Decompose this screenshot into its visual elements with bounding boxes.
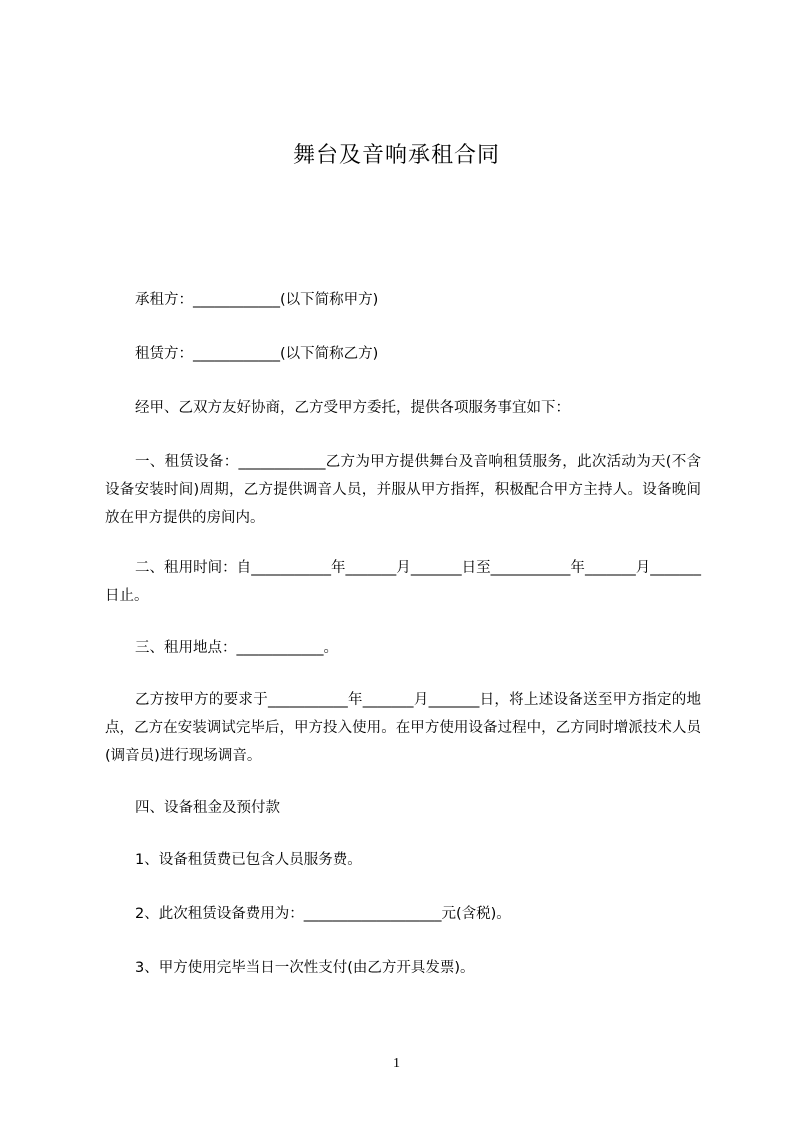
clause-1-equipment: 一、租赁设备：____________乙方为甲方提供舞台及音响租赁服务，此次活动为天(不含设备安装时间)周期，乙方提供调音人员，并服从甲方指挥，积极配合甲方主持人。设备晚间放在甲方提供的房间内。 (105, 454, 701, 526)
fee-item-2: 2、此次租赁设备费用为：___________________元(含税)。 (135, 906, 511, 922)
delivery-paragraph: 乙方按甲方的要求于___________年_______月_______日，将上述设备送至甲方指定的地点，乙方在安装调试完毕后，甲方投入使用。在甲方使用设备过程中，乙方同时增派技术人员(调音员)进行现场调音。 (105, 692, 701, 764)
intro-paragraph: 经甲、乙双方友好协商，乙方受甲方委托，提供各项服务事宜如下： (135, 400, 570, 416)
page-number: 1 (393, 1056, 400, 1071)
lessor-line: 租赁方：____________(以下简称乙方) (135, 346, 379, 362)
clause-2-rental-time: 二、租用时间：自___________年_______月_______日至___________年_______月_______日止。 (105, 560, 701, 604)
fee-item-3: 3、甲方使用完毕当日一次性支付(由乙方开具发票)。 (135, 960, 475, 976)
fee-item-1: 1、设备租赁费已包含人员服务费。 (135, 852, 362, 868)
clause-3-rental-location: 三、租用地点：____________。 (135, 640, 338, 656)
lessee-line: 承租方：____________(以下简称甲方) (135, 292, 379, 308)
document-title: 舞台及音响承租合同 (292, 143, 500, 168)
clause-4-heading: 四、设备租金及预付款 (135, 800, 280, 816)
